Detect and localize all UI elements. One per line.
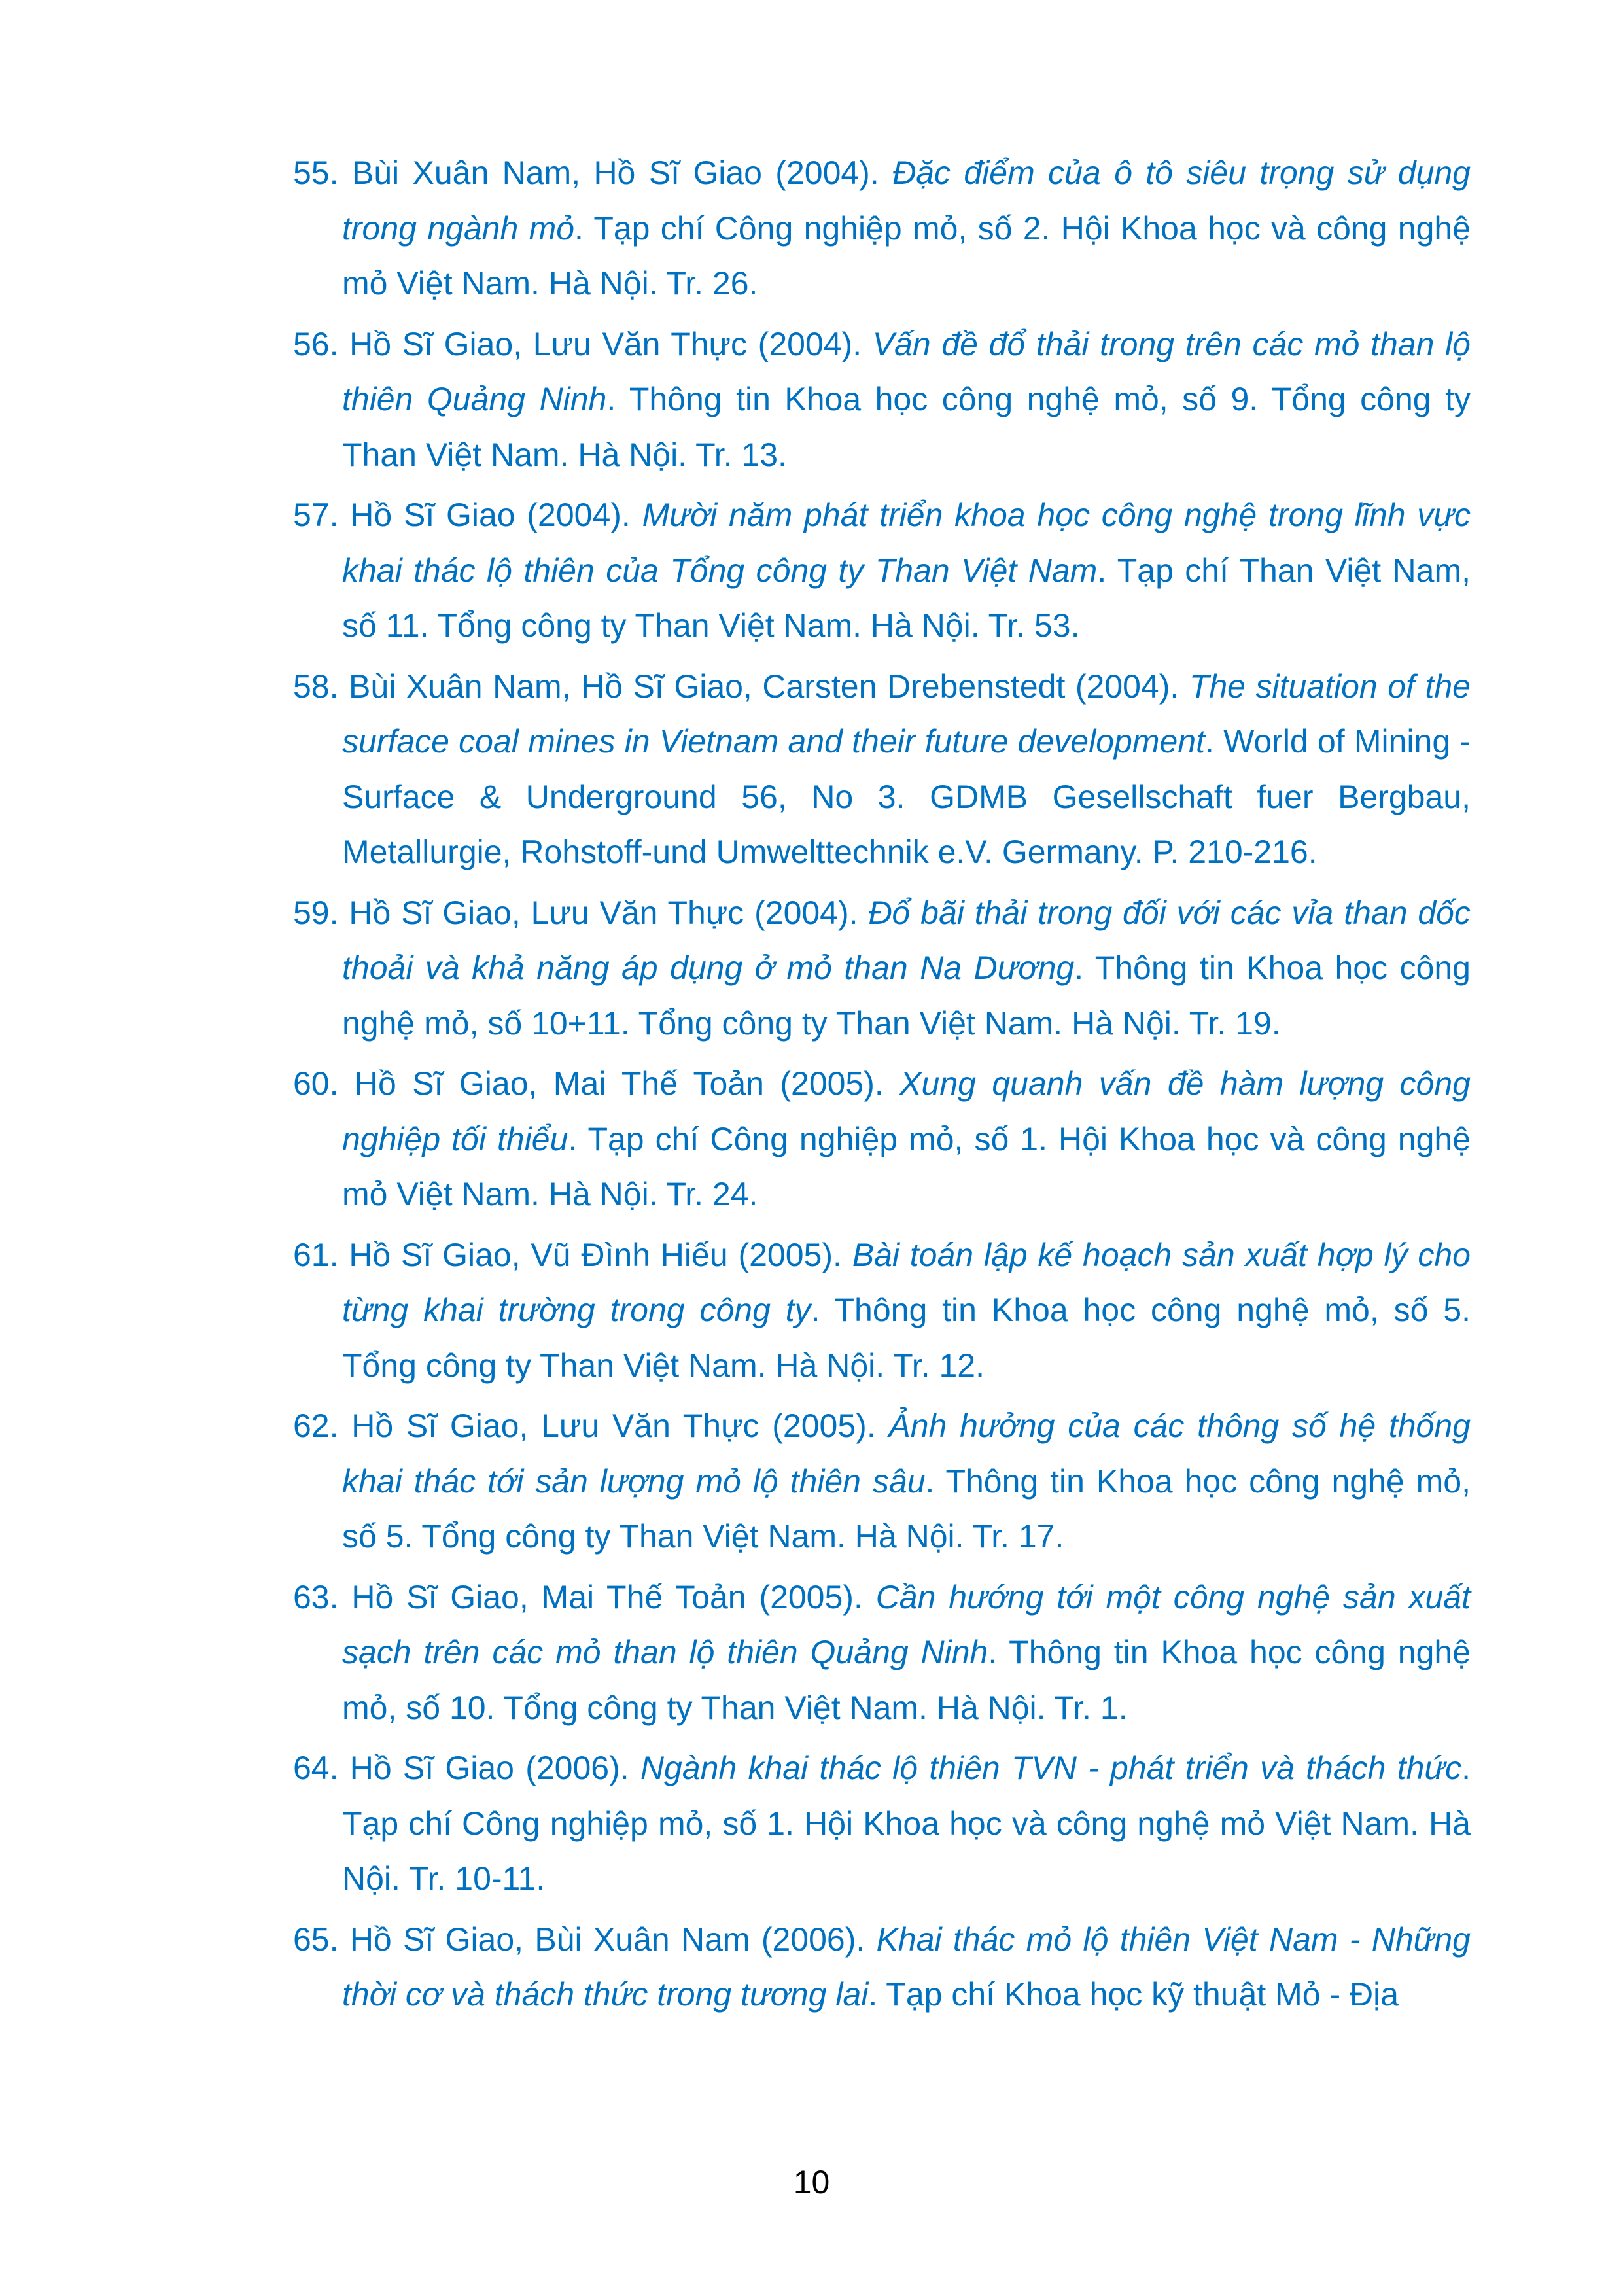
reference-source: . Thông tin Khoa học công nghệ mỏ, số 5. Tổng công ty Than Việt Nam. Hà Nội. Tr. 17. — [342, 1462, 1471, 1555]
reference-item — [293, 487, 1471, 654]
reference-authors: Hồ Sĩ Giao, Lưu Văn Thực (2005). — [351, 1407, 889, 1444]
reference-title: The situation of the surface coal mines in Vietnam and their future development — [342, 667, 1471, 760]
reference-source: . World of Mining - Surface & Underground 56, No 3. GDMB Gesellschaft fuer Bergbau, Metallurgie, Rohstoff-und Umwelttechnik e.V. Germany. P. 210-216. — [342, 723, 1471, 870]
page-number: 10 — [793, 2164, 830, 2200]
reference-authors: Hồ Sĩ Giao, Lưu Văn Thực (2004). — [349, 325, 873, 362]
reference-item — [293, 1056, 1471, 1222]
reference-authors: Hồ Sĩ Giao, Mai Thế Toản (2005). — [351, 1578, 876, 1616]
reference-title: Ngành khai thác lộ thiên TVN - phát triển và thách thức — [640, 1750, 1462, 1786]
reference-item — [293, 659, 1471, 880]
reference-item — [293, 145, 1471, 311]
reference-number: 56. — [293, 325, 339, 362]
reference-item — [293, 1570, 1471, 1736]
reference-item — [293, 317, 1471, 483]
reference-number: 62. — [293, 1407, 339, 1444]
reference-source: . Thông tin Khoa học công nghệ mỏ, số 10+11. Tổng công ty Than Việt Nam. Hà Nội. Tr. 19. — [342, 949, 1471, 1042]
reference-number: 55. — [293, 154, 339, 191]
reference-title: Cần hướng tới một công nghệ sản xuất sạch trên các mỏ than lộ thiên Quảng Ninh — [342, 1578, 1471, 1670]
reference-title: Khai thác mỏ lộ thiên Việt Nam - Những thời cơ và thách thức trong tương lai — [342, 1920, 1471, 2013]
reference-source: . Tạp chí Than Việt Nam, số 11. Tổng công ty Than Việt Nam. Hà Nội. Tr. 53. — [342, 552, 1471, 644]
reference-source: . Tạp chí Công nghiệp mỏ, số 1. Hội Khoa học và công nghệ mỏ Việt Nam. Hà Nội. Tr. 24. — [342, 1120, 1471, 1212]
reference-number: 63. — [293, 1578, 339, 1616]
reference-number: 57. — [293, 497, 339, 533]
reference-title: Vấn đề đổ thải trong trên các mỏ than lộ thiên Quảng Ninh — [342, 325, 1471, 417]
reference-authors: Hồ Sĩ Giao, Vũ Đình Hiếu (2005). — [349, 1236, 852, 1273]
reference-source: . Tạp chí Công nghiệp mỏ, số 2. Hội Khoa học và công nghệ mỏ Việt Nam. Hà Nội. Tr. 26. — [342, 209, 1471, 302]
reference-title: Mười năm phát triển khoa học công nghệ trong lĩnh vực khai thác lộ thiên của Tổng công ty Than Việt Nam — [342, 497, 1471, 589]
reference-title: Xung quanh vấn đề hàm lượng công nghiệp tối thiểu — [342, 1065, 1471, 1157]
reference-item — [293, 885, 1471, 1051]
reference-source: . Tạp chí Khoa học kỹ thuật Mỏ - Địa — [868, 1976, 1399, 2013]
reference-authors: Hồ Sĩ Giao, Bùi Xuân Nam (2006). — [349, 1920, 877, 1958]
reference-number: 64. — [293, 1750, 339, 1786]
reference-title: Bài toán lập kế hoạch sản xuất hợp lý cho từng khai trường trong công ty — [342, 1236, 1471, 1328]
reference-title: Đặc điểm của ô tô siêu trọng sử dụng trong ngành mỏ — [342, 154, 1471, 247]
reference-source: . Thông tin Khoa học công nghệ mỏ, số 9. Tổng công ty Than Việt Nam. Hà Nội. Tr. 13. — [342, 381, 1471, 473]
reference-authors: Bùi Xuân Nam, Hồ Sĩ Giao (2004). — [351, 154, 893, 191]
reference-list — [293, 145, 1471, 2028]
reference-title: Ảnh hưởng của các thông số hệ thống khai thác tới sản lượng mỏ lộ thiên sâu — [342, 1407, 1471, 1500]
reference-number: 58. — [293, 667, 339, 705]
reference-number: 61. — [293, 1236, 339, 1273]
reference-authors: Hồ Sĩ Giao, Mai Thế Toản (2005). — [354, 1065, 900, 1102]
reference-item — [293, 1398, 1471, 1564]
reference-authors: Hồ Sĩ Giao (2006). — [349, 1750, 640, 1786]
reference-authors: Hồ Sĩ Giao (2004). — [350, 497, 642, 533]
reference-title: Đổ bãi thải trong đối với các vỉa than dốc thoải và khả năng áp dụng ở mỏ than Na Dương — [342, 894, 1471, 986]
reference-number: 59. — [293, 894, 339, 931]
reference-number: 60. — [293, 1065, 339, 1102]
reference-authors: Hồ Sĩ Giao, Lưu Văn Thực (2004). — [349, 894, 869, 931]
reference-item — [293, 1227, 1471, 1394]
reference-number: 65. — [293, 1920, 339, 1958]
reference-item — [293, 1912, 1471, 2022]
reference-source: . Thông tin Khoa học công nghệ mỏ, số 5. Tổng công ty Than Việt Nam. Hà Nội. Tr. 12. — [342, 1292, 1471, 1384]
reference-source: . Tạp chí Công nghiệp mỏ, số 1. Hội Khoa học và công nghệ mỏ Việt Nam. Hà Nội. Tr. 10-11. — [342, 1750, 1471, 1897]
reference-item — [293, 1740, 1471, 1907]
reference-source: . Thông tin Khoa học công nghệ mỏ, số 10. Tổng công ty Than Việt Nam. Hà Nội. Tr. 1. — [342, 1634, 1471, 1726]
reference-authors: Bùi Xuân Nam, Hồ Sĩ Giao, Carsten Drebenstedt (2004). — [349, 667, 1189, 705]
